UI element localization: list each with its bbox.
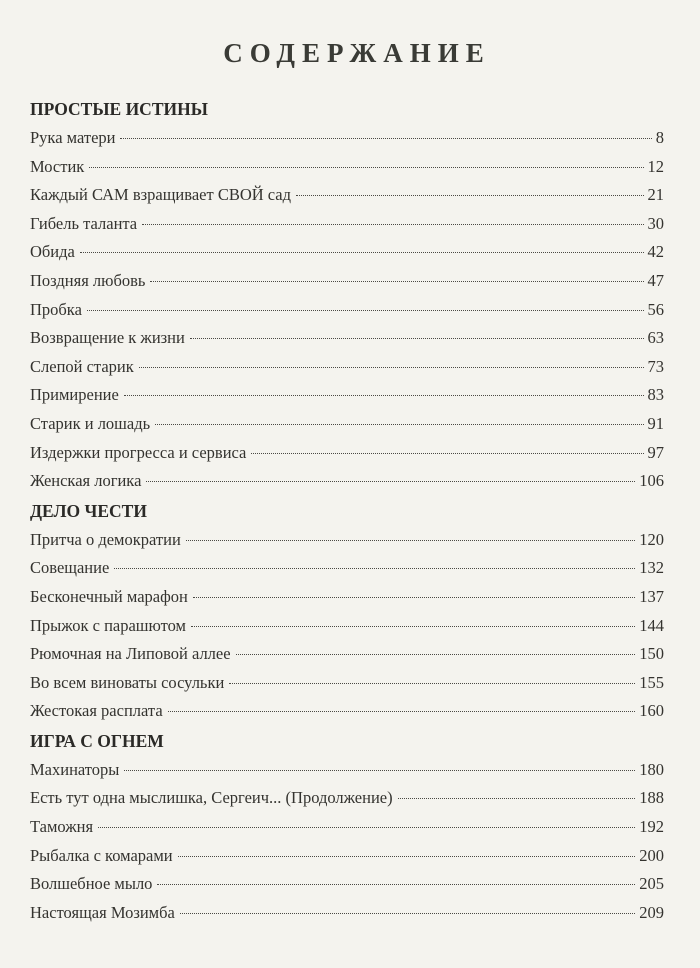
entry-title: Прыжок с парашютом (30, 615, 186, 635)
dot-leader (124, 394, 644, 396)
entry-title: Махинаторы (30, 759, 120, 779)
entry-title: Мостик (30, 156, 85, 176)
dot-leader (155, 423, 643, 425)
entry-page-number: 63 (647, 328, 664, 348)
dot-leader (87, 309, 644, 311)
page-title: СОДЕРЖАНИЕ (223, 38, 491, 68)
entry-page-number: 21 (647, 185, 664, 205)
toc-section (30, 94, 664, 496)
entry-page-number: 132 (639, 558, 664, 578)
entry-title: Совещание (30, 558, 110, 578)
toc-entry (30, 899, 664, 928)
entry-page-number: 155 (639, 672, 664, 692)
entry-page-number: 56 (647, 299, 664, 319)
dot-leader (98, 826, 635, 828)
document-page (30, 0, 664, 968)
entry-title: Настоящая Мозимба (30, 902, 175, 922)
toc-entry (30, 612, 664, 641)
dot-leader (193, 596, 635, 598)
dot-leader (251, 452, 643, 454)
entry-title: Поздняя любовь (30, 270, 146, 290)
entry-title: Обида (30, 242, 75, 262)
dot-leader (398, 797, 636, 799)
section-heading: ПРОСТЫЕ ИСТИНЫ (30, 99, 208, 119)
toc-entry (30, 238, 664, 267)
entry-page-number: 150 (639, 644, 664, 664)
dot-leader (296, 194, 643, 196)
entry-page-number: 205 (639, 874, 664, 894)
toc-entry (30, 669, 664, 698)
toc-entry (30, 181, 664, 210)
entry-title: Рюмочная на Липовой аллее (30, 644, 231, 664)
entry-page-number: 137 (639, 586, 664, 606)
dot-leader (178, 855, 636, 857)
entry-page-number: 200 (639, 845, 664, 865)
toc-section (30, 496, 664, 726)
entry-title: Возвращение к жизни (30, 328, 185, 348)
dot-leader (180, 912, 635, 914)
dot-leader (80, 251, 644, 253)
entry-page-number: 120 (639, 529, 664, 549)
dot-leader (191, 625, 635, 627)
toc-entry (30, 410, 664, 439)
toc-entry (30, 870, 664, 899)
entry-title: Издержки прогресса и сервиса (30, 442, 247, 462)
entry-page-number: 180 (639, 759, 664, 779)
entry-page-number: 160 (639, 701, 664, 721)
dot-leader (157, 883, 635, 885)
entry-title: Примирение (30, 385, 119, 405)
toc-entry (30, 756, 664, 785)
dot-leader (124, 769, 635, 771)
entry-page-number: 91 (647, 413, 664, 433)
dot-leader (168, 710, 636, 712)
entry-page-number: 188 (639, 788, 664, 808)
entry-title: Женская логика (30, 471, 142, 491)
entry-title: Есть тут одна мыслишка, Сергеич... (Продолжение) (30, 788, 393, 808)
toc-entry (30, 554, 664, 583)
section-heading: ИГРА С ОГНЕМ (30, 730, 164, 751)
toc-entry (30, 210, 664, 239)
entry-title: Рука матери (30, 128, 116, 147)
entry-page-number: 144 (639, 615, 664, 635)
entry-page-number: 73 (647, 356, 664, 376)
dot-leader (139, 366, 644, 368)
entry-page-number: 8 (655, 128, 664, 147)
toc-entry (30, 439, 664, 468)
dot-leader (89, 166, 643, 168)
toc-entry (30, 353, 664, 382)
toc-entry (30, 784, 664, 813)
entry-page-number: 106 (639, 471, 664, 491)
entry-page-number: 192 (639, 817, 664, 837)
entry-page-number: 47 (647, 270, 664, 290)
toc-entry (30, 153, 664, 182)
table-of-contents (30, 94, 664, 927)
dot-leader (190, 337, 644, 339)
dot-leader (142, 223, 643, 225)
toc-entry (30, 526, 664, 555)
toc-entry (30, 697, 664, 726)
toc-entry (30, 324, 664, 353)
toc-entry (30, 583, 664, 612)
entry-title: Слепой старик (30, 356, 134, 376)
entry-title: Старик и лошадь (30, 413, 151, 433)
dot-leader (236, 653, 636, 655)
entry-page-number: 12 (647, 156, 664, 176)
toc-entry (30, 381, 664, 410)
entry-page-number: 83 (647, 385, 664, 405)
entry-page-number: 42 (647, 242, 664, 262)
dot-leader (150, 280, 643, 282)
section-heading: ДЕЛО ЧЕСТИ (30, 500, 147, 521)
entry-page-number: 97 (647, 442, 664, 462)
toc-entry (30, 296, 664, 325)
entry-title: Притча о демократии (30, 529, 181, 549)
entry-title: Рыбалка с комарами (30, 845, 173, 865)
dot-leader (146, 480, 635, 482)
dot-leader (186, 539, 635, 541)
entry-title: Каждый САМ взращивает СВОЙ сад (30, 185, 292, 205)
toc-entry (30, 842, 664, 871)
entry-title: Жестокая расплата (30, 701, 163, 721)
toc-entry (30, 467, 664, 496)
dot-leader (120, 137, 651, 139)
entry-page-number: 30 (647, 213, 664, 233)
entry-title: Волшебное мыло (30, 874, 153, 894)
toc-entry (30, 813, 664, 842)
dot-leader (114, 567, 635, 569)
entry-title: Во всем виноваты сосульки (30, 672, 225, 692)
toc-entry (30, 267, 664, 296)
entry-title: Таможня (30, 817, 94, 837)
toc-entry (30, 124, 664, 153)
toc-entry (30, 640, 664, 669)
entry-title: Бесконечный марафон (30, 586, 188, 606)
entry-page-number: 209 (639, 902, 664, 922)
dot-leader (229, 682, 635, 684)
toc-section (30, 726, 664, 928)
entry-title: Пробка (30, 299, 82, 319)
entry-title: Гибель таланта (30, 213, 138, 233)
